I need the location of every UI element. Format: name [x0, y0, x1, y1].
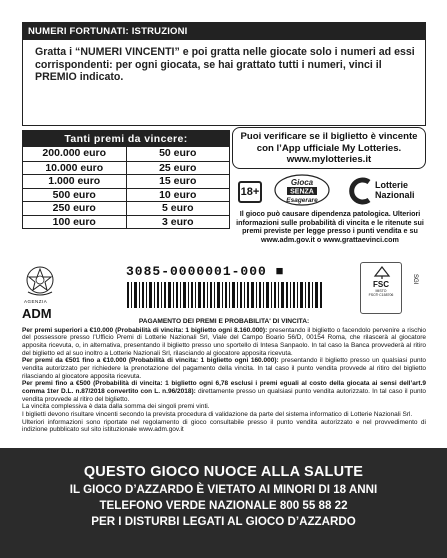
instructions-box	[22, 22, 426, 126]
lotterie-line-1: Lotterie	[375, 180, 409, 190]
prize-cell-left: 250 euro	[52, 202, 96, 214]
addiction-warning: Il gioco può causare dipendenza patologica. Ulteriori informazioni sulle probabilità di vincita e le ritenute sui premi previste per legge presso i punti vendita e su www.adm.gov.it o www.grattaevinci.com	[236, 209, 424, 244]
prize-cell-left: 100 euro	[52, 215, 96, 228]
instructions-text: Gratta i “NUMERI VINCENTI” e poi gratta nelle giocate solo i numeri ad essi corrispondenti: per ogni giocata, se hai grattato tutti i numeri, vinci il PREMIO indicato.	[35, 46, 415, 83]
payment-paragraph	[22, 357, 426, 380]
prize-cell-right: 3 euro	[126, 216, 230, 229]
payment-p6: Ulteriori informazioni sono riportate nel regolamento di gioco consultabile presso il punto vendita autorizzato e nel provvedimento di indizione pubblicato sul sito istituzionale www.adm.gov.it	[22, 418, 426, 434]
health-line-4: PER I DISTURBI LEGATI AL GIOCO D’AZZARDO	[91, 515, 356, 528]
payment-title: PAGAMENTO DEI PREMI E PROBABILITA' DI VINCITA:	[138, 318, 310, 325]
lotterie-c-icon	[348, 177, 374, 205]
verify-line-1: Puoi verificare se il biglietto è vincente	[240, 131, 418, 142]
prize-cell-left: 200.000 euro	[42, 147, 107, 159]
ticket-code: 3085-0000001-000 ■	[126, 264, 285, 279]
payment-p2-text: presentando il biglietto presso un qualsiasi punto vendita autorizzato per richiedere la prenotazione del pagamento della vincita. In tal caso il punto vendita provvede al ritiro del biglietto rilasciando al giocatore apposita ricevuta.	[22, 357, 426, 380]
payment-p3-bold: Per premi fino a €500 (Probabilità di vincita: 1 biglietto ogni 6,78 esclusi i premi eguali al costo della giocata ai sensi dell’art.9 comma 1ter D.L. n.87/2018 convertito con L. n.96/2018):	[22, 380, 426, 395]
prize-row	[23, 188, 229, 202]
prize-cell-right: 15 euro	[126, 175, 230, 188]
payment-p2-bold: Per premi da €501 fino a €10.000 (Probabilità di vincita: 1 biglietto ogni 160.000):	[22, 357, 279, 365]
prize-cell-right: 10 euro	[126, 189, 230, 202]
prize-row	[23, 174, 229, 188]
fsc-logo	[360, 262, 402, 314]
ticket-id-area	[22, 262, 426, 321]
prize-row	[23, 215, 229, 229]
agency-label: AGENZIA	[24, 299, 48, 304]
verify-box	[232, 127, 426, 169]
verify-line-2: con l’App ufficiale My Lotteries.	[256, 142, 402, 154]
prize-cell-left: 500 euro	[52, 188, 96, 201]
adm-logo: ADM	[22, 306, 52, 321]
fsc-sub-1: MISTO	[375, 289, 387, 293]
italian-emblem-icon	[22, 264, 58, 298]
health-line-1: QUESTO GIOCO NUOCE ALLA SALUTE	[83, 464, 364, 480]
prize-row	[23, 147, 229, 161]
lotterie-nazionali-logo	[348, 177, 428, 207]
health-line-2: IL GIOCO D’AZZARDO È VIETATO AI MINORI DI 18 ANNI	[69, 483, 378, 496]
payment-paragraph	[22, 380, 426, 403]
payment-info	[22, 318, 426, 434]
gioca-text-2: SENZA	[290, 188, 314, 196]
prize-table-header: Tanti premi da vincere:	[23, 131, 229, 147]
payment-p1-text: presentando il biglietto o facendolo pervenire a rischio del possessore presso l’Ufficio Premi di Lotterie Nazionali Srl, Viale del Campo Boario 56/D, 00154 Roma, che rilascerà al giocatore apposita ricevuta, o, in alternativa, presentando il biglietto presso uno sportello di Intesa Sanpaolo. In tal caso la Banca provvederà al ritiro del biglietto ed al suo inoltro a Lotterie Nazionali Srl, rilasciando al giocatore apposita ricevuta.	[22, 326, 426, 357]
tree-icon	[372, 266, 392, 280]
payment-p5: I biglietti devono risultare vincenti secondo la prevista procedura di validazione da parte del sistema informatico di Lotterie Nazionali Srl.	[22, 410, 413, 418]
gioca-text-3: Esagerare	[286, 197, 318, 204]
barcode	[127, 282, 322, 308]
prize-cell-right: 5 euro	[126, 202, 230, 215]
logos-row	[236, 173, 426, 209]
health-warning-banner	[0, 448, 447, 558]
prize-table	[22, 130, 230, 229]
payment-p1-bold: Per premi superiori a €10.000 (Probabilità di vincita: 1 biglietto ogni 8.160.000):	[22, 326, 268, 334]
verify-url: www.mylotteries.it	[286, 154, 372, 165]
sgi-label: SGI	[412, 274, 418, 285]
lotterie-line-2: Nazionali	[375, 190, 415, 200]
age-18-icon: 18+	[238, 181, 262, 203]
prize-cell-right: 50 euro	[126, 147, 230, 161]
instructions-title: NUMERI FORTUNATI: ISTRUZIONI	[23, 23, 425, 40]
gioca-senza-esagerare-logo	[274, 174, 330, 206]
prize-cell-left: 1.000 euro	[48, 175, 101, 187]
payment-p3-text: direttamente presso un qualsiasi punto vendita autorizzato. In tal caso il punto vendita provvede al ritiro del biglietto.	[22, 387, 426, 403]
prize-row	[23, 161, 229, 175]
payment-paragraph	[22, 327, 426, 358]
prize-cell-left: 10.000 euro	[45, 161, 104, 174]
gioca-text-1: Gioca	[290, 178, 314, 187]
payment-p4: La vincita complessiva è data dalla somma dei singoli premi vinti.	[22, 403, 210, 411]
fsc-sub-2: FSC® C158706	[368, 293, 394, 297]
fsc-label: FSC	[373, 280, 389, 289]
prize-cell-right: 25 euro	[126, 162, 230, 175]
prize-row	[23, 201, 229, 215]
health-line-3: TELEFONO VERDE NAZIONALE 800 55 88 22	[99, 499, 348, 512]
